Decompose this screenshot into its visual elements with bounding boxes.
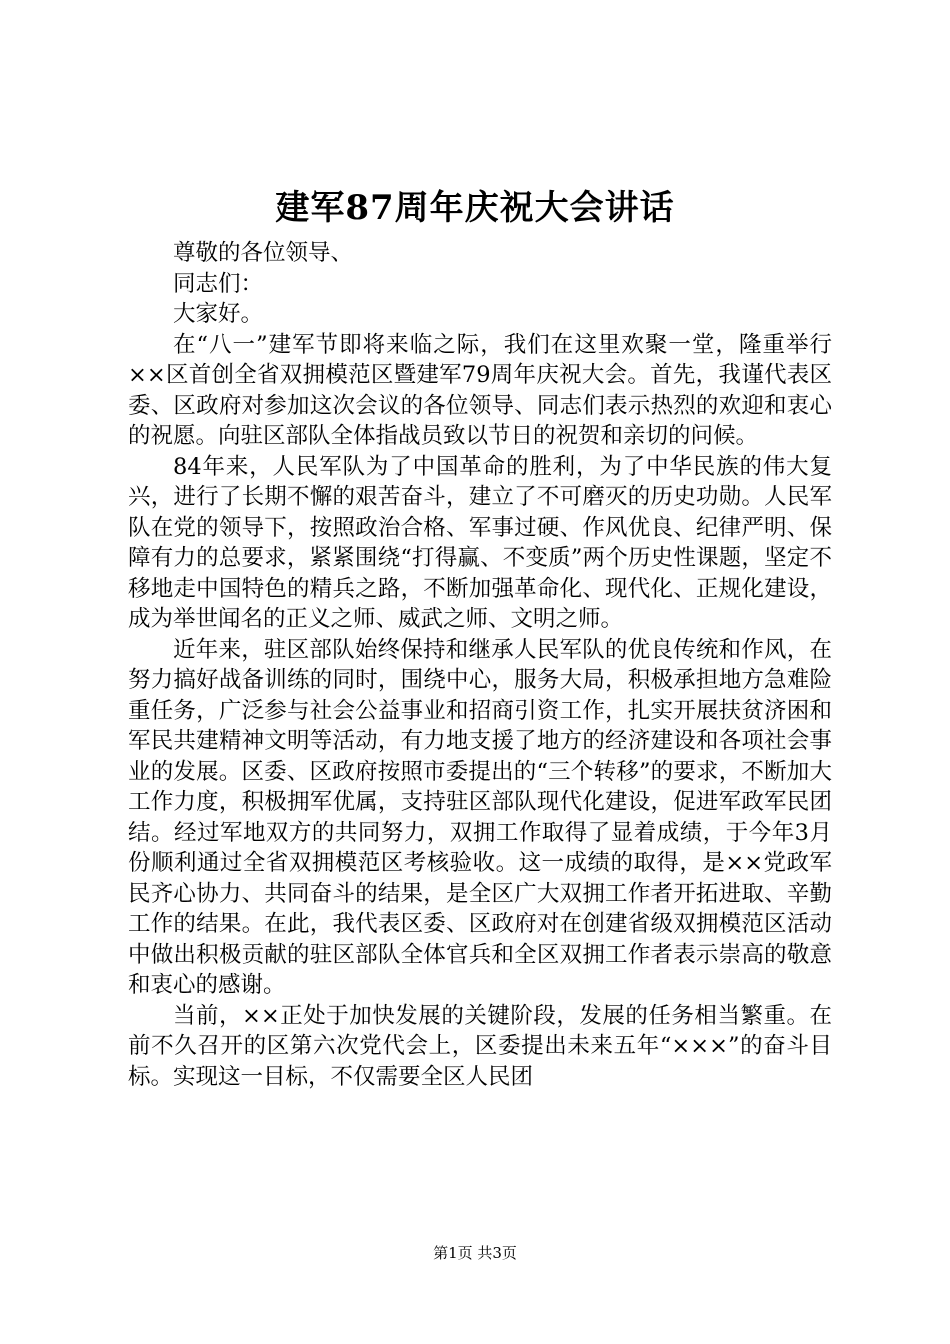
paragraph-recent-years: 近年来，驻区部队始终保持和继承人民军队的优良传统和作风，在努力搞好战备训练的同时，围绕中心，服务大局，积极承担地方急难险重任务，广泛参与社会公益事业和招商引资工作，扎实开展扶贫济困和军民共建精神文明等活动，有力地支援了地方的经济建设和各项社会事业的发展。区委、区政府按照市委提出的“三个转移”的要求，不断加大工作力度，积极拥军优属，支持驻区部队现代化建设，促进军政军民团结。经过军地双方的共同努力，双拥工作取得了显着成绩，于今年3月份顺利通过全省双拥模范区考核验收。这一成绩的取得，是××党政军民齐心协力、共同奋斗的结果，是全区广大双拥工作者开拓进取、辛勤工作的结果。在此，我代表区委、区政府对在创建省级双拥模范区活动中做出积极贡献的驻区部队全体官兵和全区双拥工作者表示崇高的敬意和衷心的感谢。 <box>128 636 832 998</box>
salutation-leaders: 尊敬的各位领导、 <box>173 240 354 266</box>
greeting: 大家好。 <box>173 301 264 327</box>
document-body <box>128 238 832 1092</box>
salutation-comrades: 同志们： <box>173 270 264 297</box>
page-number-footer: 第1页 共3页 <box>433 1244 517 1262</box>
paragraph-history: 84年来，人民军队为了中国革命的胜利，为了中华民族的伟大复兴，进行了长期不懈的艰苦奋斗，建立了不可磨灭的历史功勋。人民军队在党的领导下，按照政治合格、军事过硬、作风优良、纪律严明、保障有力的总要求，紧紧围绕“打得赢、不变质”两个历史性课题，坚定不移地走中国特色的精兵之路，不断加强革命化、现代化、正规化建设，成为举世闻名的正义之师、威武之师、文明之师。 <box>128 453 832 632</box>
paragraph-opening: 在“八一”建军节即将来临之际，我们在这里欢聚一堂，隆重举行××区首创全省双拥模范区暨建军79周年庆祝大会。首先，我谨代表区委、区政府对参加这次会议的各位领导、同志们表示热烈的欢迎和衷心的祝愿。向驻区部队全体指战员致以节日的祝贺和亲切的问候。 <box>128 331 832 449</box>
paragraph-current: 当前，××正处于加快发展的关键阶段，发展的任务相当繁重。在前不久召开的区第六次党代会上，区委提出未来五年“×××”的奋斗目标。实现这一目标，不仅需要全区人民团 <box>128 1002 832 1090</box>
document-title: 建军87周年庆祝大会讲话 <box>275 188 675 228</box>
